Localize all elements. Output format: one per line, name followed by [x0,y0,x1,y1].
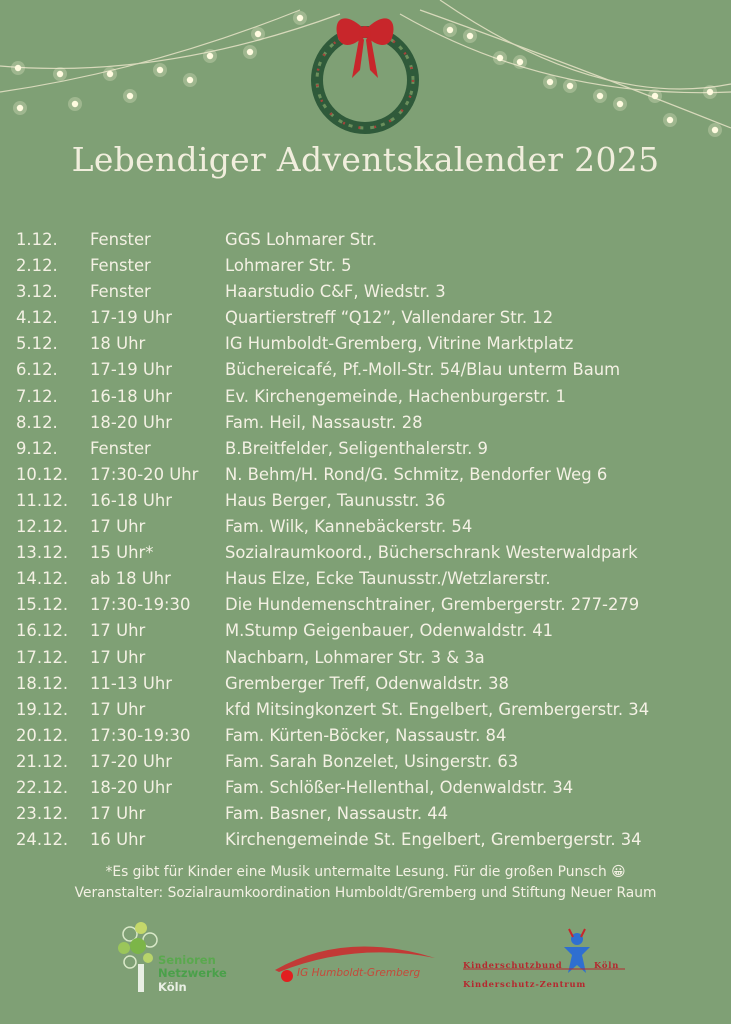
schedule-row [16,491,726,517]
schedule-place: Fam. Heil, Nassaustr. 28 [225,412,423,432]
schedule-time: Fenster [90,230,151,249]
schedule-date: 5.12. [16,334,58,354]
schedule-list [16,230,726,856]
schedule-place: Nachbarn, Lohmarer Str. 3 & 3a [225,647,485,667]
schedule-place: N. Behm/H. Rond/G. Schmitz, Bendorfer Weg 6 [225,464,608,484]
schedule-time: Fenster [90,282,151,302]
senioren-netzwerke-logo [108,918,238,1000]
light-bulb [467,33,473,39]
kinderschutzbund-logo [460,925,630,995]
schedule-row [16,726,726,752]
page-title: Lebendiger Adventskalender 2025 [71,140,660,179]
light-bulb [15,65,21,71]
schedule-row [16,569,726,595]
schedule-date: 1.12. [16,230,58,249]
schedule-row [16,752,726,778]
schedule-date: 9.12. [16,438,58,458]
schedule-time: 18-20 Uhr [90,412,172,432]
netzwerke-label: Netzwerke [158,966,227,980]
schedule-time: 11-13 Uhr [90,673,172,693]
light-bulb [547,79,553,85]
light-bulb [157,67,163,73]
schedule-date: 22.12. [16,777,69,797]
schedule-time: 18-20 Uhr [90,777,172,797]
schedule-time: 16-18 Uhr [90,490,172,510]
ig-label: IG Humboldt-Gremberg [297,967,421,979]
schedule-place: Fam. Schlößer-Hellenthal, Odenwaldstr. 34 [225,777,574,797]
light-bulb [652,93,658,99]
light-bulb [247,49,253,55]
schedule-date: 20.12. [16,725,69,745]
schedule-time: 17:30-19:30 [90,725,191,745]
light-bulb [597,93,603,99]
schedule-date: 12.12. [16,517,69,537]
schedule-row [16,700,726,726]
schedule-place: Fam. Kürten-Böcker, Nassaustr. 84 [225,725,507,745]
light-bulb [57,71,63,77]
schedule-row [16,334,726,360]
schedule-time: 16 Uhr [90,830,146,850]
light-bulb [207,53,213,59]
schedule-place: Sozialraumkoord., Bücherschrank Westerwaldpark [225,543,638,563]
schedule-place: Gremberger Treff, Odenwaldstr. 38 [225,673,509,693]
light-bulb [187,77,193,83]
schedule-time: 16-18 Uhr [90,386,172,406]
schedule-row [16,517,726,543]
schedule-row [16,256,726,282]
schedule-date: 23.12. [16,804,69,824]
schedule-time: Fenster [90,438,151,458]
ig-humboldt-gremberg-logo [265,930,440,990]
schedule-date: 6.12. [16,360,58,380]
schedule-time: 17 Uhr [90,699,146,719]
schedule-row [16,648,726,674]
schedule-time: 17 Uhr [90,647,146,667]
schedule-time: 17:30-20 Uhr [90,464,199,484]
schedule-row [16,621,726,647]
schedule-row [16,465,726,491]
schedule-time: 17-19 Uhr [90,360,172,380]
schedule-date: 17.12. [16,647,69,667]
schedule-place: Lohmarer Str. 5 [225,256,352,276]
light-bulb [567,83,573,89]
schedule-date: 21.12. [16,751,69,771]
schedule-row [16,282,726,308]
schedule-date: 13.12. [16,543,69,563]
footnote: *Es gibt für Kinder eine Musik untermalte Lesung. Für die großen Punsch 😀 [105,864,626,880]
schedule-date: 2.12. [16,256,58,276]
light-bulb [255,31,261,37]
ig-swoosh-icon [265,930,440,990]
schedule-row [16,413,726,439]
schedule-date: 4.12. [16,308,58,328]
schedule-date: 18.12. [16,673,69,693]
schedule-row [16,360,726,386]
light-bulb [617,101,623,107]
schedule-place: GGS Lohmarer Str. [225,230,377,249]
schedule-place: IG Humboldt-Gremberg, Vitrine Marktplatz [225,334,574,354]
schedule-row [16,308,726,334]
schedule-time: 17 Uhr [90,804,146,824]
schedule-date: 11.12. [16,490,69,510]
light-bulb [497,55,503,61]
koeln-label: Köln [158,980,187,994]
schedule-date: 7.12. [16,386,58,406]
schedule-date: 15.12. [16,595,69,615]
bow-icon [337,18,394,78]
schedule-time: 18 Uhr [90,334,146,354]
schedule-place: Haus Elze, Ecke Taunusstr./Wetzlarerstr. [225,569,551,589]
schedule-row [16,543,726,569]
schedule-place: Haarstudio C&F, Wiedstr. 3 [225,282,446,302]
string-lights-decoration [0,0,731,150]
schedule-place: Quartierstreff “Q12”, Vallendarer Str. 12 [225,308,554,328]
schedule-date: 8.12. [16,412,58,432]
wreath-icon [317,32,413,128]
senioren-label: Senioren [158,953,216,967]
light-bulb [667,117,673,123]
schedule-place: Fam. Sarah Bonzelet, Usingerstr. 63 [225,751,519,771]
schedule-place: Fam. Wilk, Kannebäckerstr. 54 [225,517,473,537]
schedule-place: Haus Berger, Taunusstr. 36 [225,490,446,510]
light-bulb [447,27,453,33]
light-bulb [17,105,23,111]
schedule-row [16,387,726,413]
light-bulb [107,71,113,77]
schedule-place: Kirchengemeinde St. Engelbert, Grembergerstr. 34 [225,830,642,850]
schedule-time: 17-19 Uhr [90,308,172,328]
schedule-time: 15 Uhr* [90,543,154,563]
schedule-time: 17-20 Uhr [90,751,172,771]
organizer-note: Veranstalter: Sozialraumkoordination Humboldt/Gremberg und Stiftung Neuer Raum [74,885,657,901]
schedule-date: 24.12. [16,830,69,850]
schedule-time: ab 18 Uhr [90,569,171,589]
schedule-date: 3.12. [16,282,58,302]
schedule-time: 17:30-19:30 [90,595,191,615]
schedule-row [16,439,726,465]
schedule-row [16,595,726,621]
light-bulb [517,59,523,65]
schedule-date: 19.12. [16,699,69,719]
schedule-date: 14.12. [16,569,69,589]
schedule-row [16,230,726,256]
schedule-place: B.Breitfelder, Seligenthalerstr. 9 [225,438,488,458]
schedule-time: 17 Uhr [90,621,146,641]
schedule-row [16,674,726,700]
ksb-name: Kinderschutzbund [463,960,563,970]
schedule-place: Büchereicafé, Pf.-Moll-Str. 54/Blau unterm Baum [225,360,621,380]
light-bulb [72,101,78,107]
schedule-place: Ev. Kirchengemeinde, Hachenburgerstr. 1 [225,386,566,406]
light-bulb [712,127,718,133]
ksb-center: Kinderschutz-Zentrum [463,979,587,989]
schedule-place: Die Hundemenschtrainer, Grembergerstr. 277-279 [225,595,640,615]
schedule-row [16,830,726,856]
schedule-date: 16.12. [16,621,69,641]
ksb-city: Köln [594,960,620,970]
schedule-place: kfd Mitsingkonzert St. Engelbert, Grembergerstr. 34 [225,699,650,719]
schedule-time: 17 Uhr [90,517,146,537]
light-bulb [127,93,133,99]
schedule-row [16,778,726,804]
schedule-row [16,804,726,830]
light-bulb [297,15,303,21]
schedule-time: Fenster [90,256,151,276]
schedule-place: M.Stump Geigenbauer, Odenwaldstr. 41 [225,621,554,641]
schedule-place: Fam. Basner, Nassaustr. 44 [225,804,449,824]
light-bulb [707,89,713,95]
schedule-date: 10.12. [16,464,69,484]
